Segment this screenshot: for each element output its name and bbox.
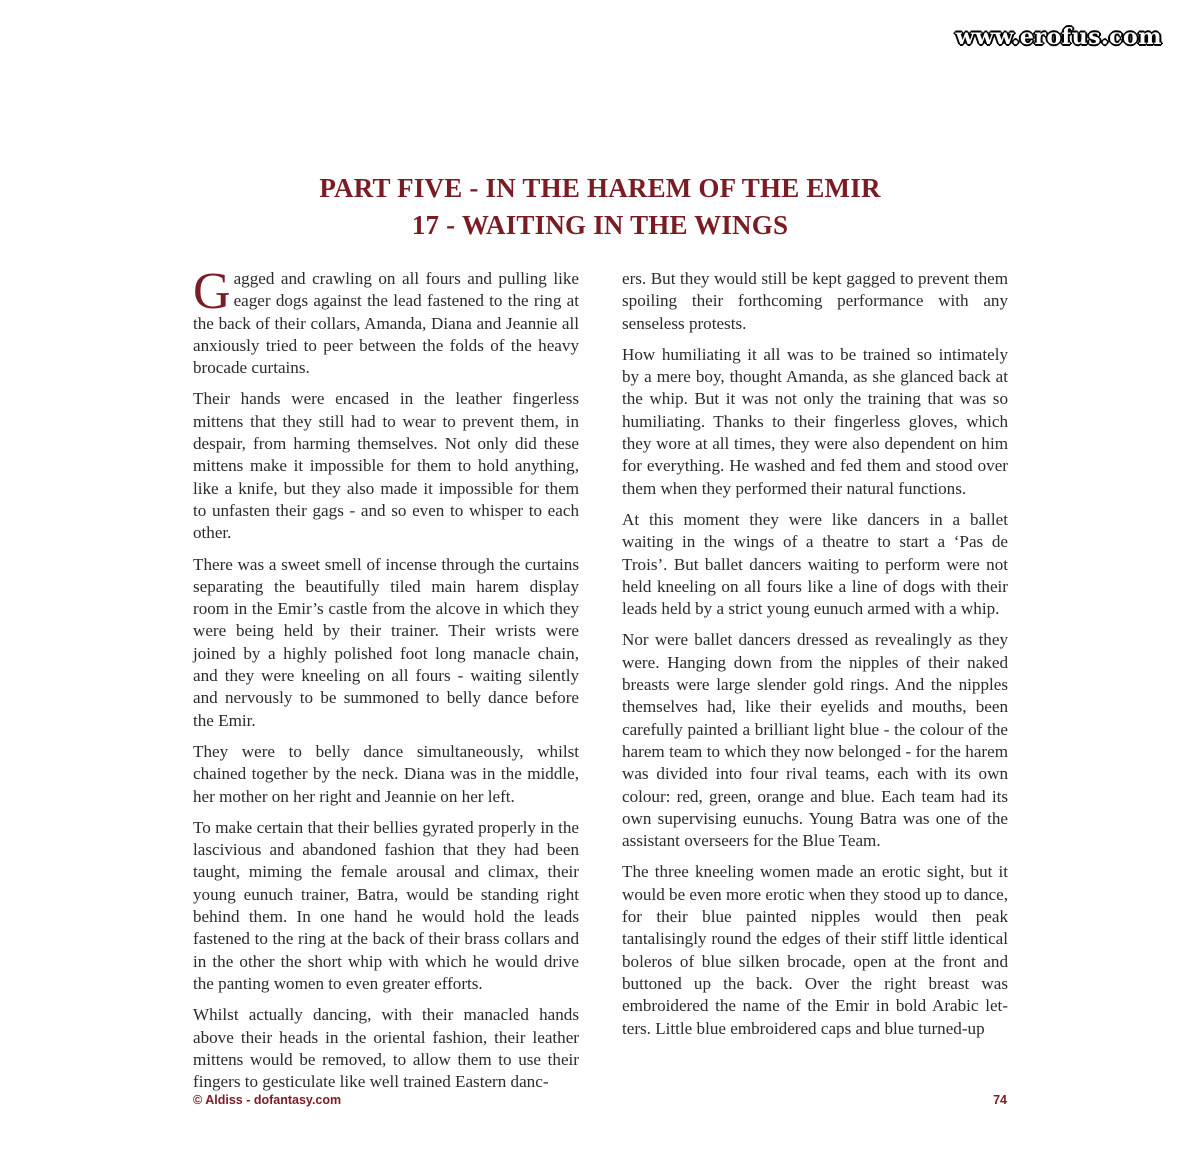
paragraph: How humiliating it all was to be trained so intimately by a mere boy, thought Amanda, as she glanced back at the whip. But it was not only the training that was so humiliating. Thanks to their fingerless gloves, which they wore at all times, they were also dependent on him for everything. He washed and fed them and stood over them when they performed their natural functions. <box>622 344 1008 498</box>
paragraph: Their hands were encased in the leather fingerless mittens that they still had to wear to prevent them, in despair, from harming themselves. Not only did these mittens make it impossible for them to hold anything, like a knife, but they also made it impossible for them to unfasten their gags - and so even to whisper to each other. <box>193 389 579 543</box>
left-column <box>193 263 579 1102</box>
paragraph: Nor were ballet dancers dressed as revealingly as they were. Hanging down from the nipples of their naked breasts were large slender gold rings. And the nipples themselves had, like their eyelids and mouths, been carefully painted a brilliant light blue - the colour of the harem team to which they now belonged - for the harem was divided into four rival teams, each with its own colour: red, green, orange and blue. Each team had its own supervising eunuchs. Young Batra was one of the assistant overseers for the Blue Team. <box>622 630 1008 851</box>
paragraph <box>193 263 579 379</box>
drop-cap: G <box>193 263 231 320</box>
paragraph: To make certain that their bellies gyrated properly in the lascivious and abandoned fashion that they had been taught, miming the female arousal and climax, their young eunuch trainer, Batra, would be standing right behind them. In one hand he would hold the leads fastened to the ring at the back of their brass collars and in the other the short whip with which he would drive the panting women to even greater efforts. <box>193 817 579 993</box>
page-number: 74 <box>993 1093 1007 1107</box>
paragraph-text: agged and crawling on all fours and pulling like eager dogs against the lead fastened to the ring at the back of their collars, Amanda, Diana and Jeannie all anxiously tried to peer between the folds of the heavy brocade curtains. <box>193 269 579 378</box>
chapter-heading <box>0 170 1200 244</box>
right-column <box>622 268 1008 1049</box>
paragraph: ers. But they would still be kept gagged to prevent them spoiling their forthcoming performance with any senseless protests. <box>622 269 1008 333</box>
copyright-footer: © Aldiss - dofantasy.com <box>193 1093 342 1107</box>
paragraph: They were to belly dance simultaneously, whilst chained together by the neck. Diana was in the middle, her mother on her right and Jeannie on her left. <box>193 741 579 806</box>
part-title: PART FIVE - IN THE HAREM OF THE EMIR <box>319 173 881 203</box>
chapter-title: 17 - WAITING IN THE WINGS <box>411 210 789 240</box>
paragraph: Whilst actually dancing, with their manacled hands above their heads in the oriental fashion, their leather mittens would be removed, to allow them to use their fingers to gesticulate like well trained Eastern danc- <box>193 1005 579 1092</box>
watermark: www.erofus.com <box>955 24 1162 50</box>
paragraph: The three kneeling women made an erotic sight, but it would be even more erotic when they stood up to dance, for their blue painted nipples would then peak tantalisingly round the edges of their stiff little identical boleros of blue silken brocade, open at the front and buttoned up the back. Over the right breast was embroidered the name of the Emir in bold Arabic letters. Little blue embroidered caps and blue turned-up <box>622 862 1008 1038</box>
paragraph: At this moment they were like dancers in a ballet waiting in the wings of a theatre to start a ‘Pas de Trois’. But ballet dancers waiting to perform were not held kneeling on all fours like a line of dogs with their leads held by a strict young eunuch armed with a whip. <box>622 509 1008 619</box>
paragraph: There was a sweet smell of incense through the curtains separating the beautifully tiled main harem display room in the Emir’s castle from the alcove in which they were being held by their trainer. Their wrists were joined by a highly polished foot long manacle chain, and they were kneeling on all fours - waiting silently and nervously to be summoned to belly dance before the Emir. <box>193 554 579 730</box>
